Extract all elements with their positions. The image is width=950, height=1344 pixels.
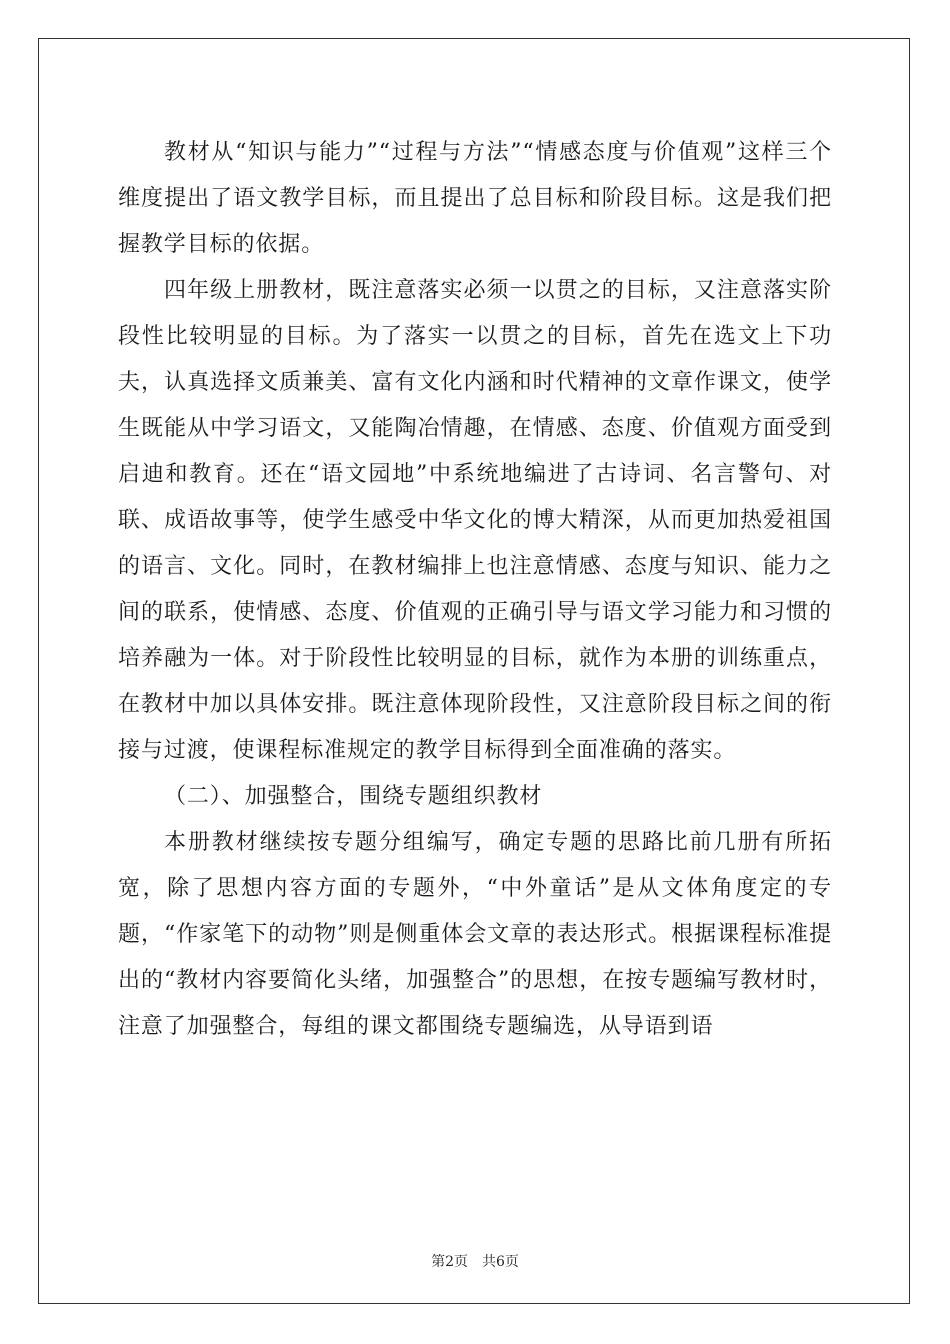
paragraph-1: 教材从“知识与能力”“过程与方法”“情感态度与价值观”这样三个维度提出了语文教学目标，而且提出了总目标和阶段目标。这是我们把握教学目标的依据。 <box>118 140 832 257</box>
document-body <box>118 130 832 1050</box>
section-heading: （二）、加强整合，围绕专题组织教材 <box>164 784 543 809</box>
page-number: 第2页 共6页 <box>431 1254 519 1270</box>
paragraph-3: 本册教材继续按专题分组编写，确定专题的思路比前几册有所拓宽，除了思想内容方面的专题外，“中外童话”是从文体角度定的专题，“作家笔下的动物”则是侧重体会文章的表达形式。根据课程标准提出的“教材内容要简化头绪，加强整合”的思想，在按专题编写教材时，注意了加强整合，每组的课文都围绕专题编选，从导语到语 <box>118 830 832 1039</box>
page-footer <box>0 1251 950 1271</box>
paragraph-2: 四年级上册教材，既注意落实必须一以贯之的目标，又注意落实阶段性比较明显的目标。为了落实一以贯之的目标，首先在选文上下功夫，认真选择文质兼美、富有文化内涵和时代精神的文章作课文，使学生既能从中学习语文，又能陶冶情趣，在情感、态度、价值观方面受到启迪和教育。还在“语文园地”中系统地编进了古诗词、名言警句、对联、成语故事等，使学生感受中华文化的博大精深，从而更加热爱祖国的语言、文化。同时，在教材编排上也注意情感、态度与知识、能力之间的联系，使情感、态度、价值观的正确引导与语文学习能力和习惯的培养融为一体。对于阶段性比较明显的目标，就作为本册的训练重点，在教材中加以具体安排。既注意体现阶段性，又注意阶段目标之间的衔接与过渡，使课程标准规定的教学目标得到全面准确的落实。 <box>118 278 832 763</box>
